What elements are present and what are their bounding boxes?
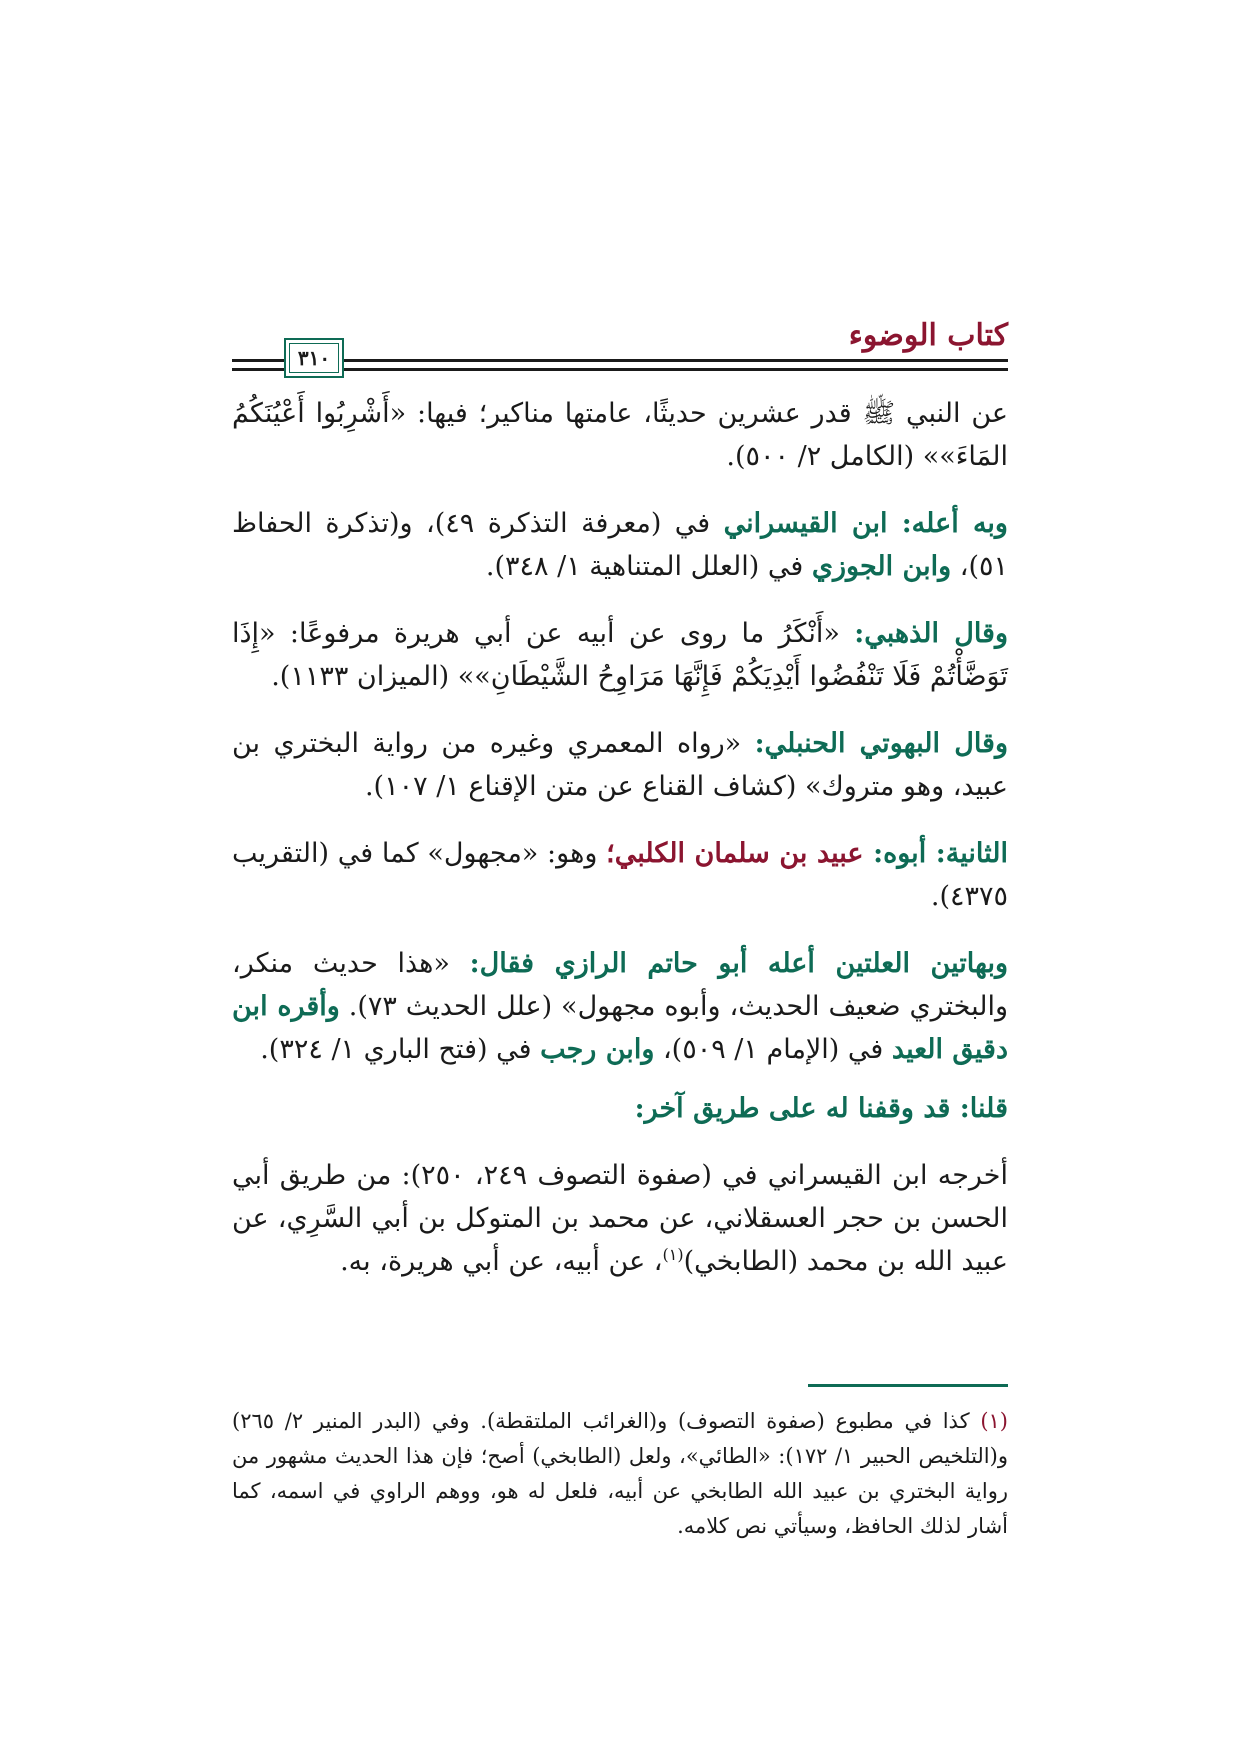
footnote-separator <box>808 1384 1008 1387</box>
section-label: قلنا: قد وقفنا له على طريق آخر: <box>634 1093 1008 1124</box>
paragraph-text: في (الإمام ١/ ٥٠٩)، <box>654 1034 892 1065</box>
scholar-label: وقال البهوتي الحنبلي: <box>754 728 1008 759</box>
scholar-label: وبهاتين العلتين أعله أبو حاتم الرازي فقال: <box>469 948 1008 979</box>
book-title: كتاب الوضوء <box>848 318 1008 353</box>
scholar-label: وأقره ابن دقيق العيد <box>232 991 1008 1065</box>
paragraph-text: «أَنْكَرُ ما روى عن أبيه عن أبي هريرة مرفوعًا: «إِذَا تَوَضَّأْتُمْ فَلَا تَنْفُضُوا أَيْدِيَكُمْ فَإِنَّهَا مَرَاوِحُ الشَّيْطَانِ»» (الميزان ١١٣٣). <box>232 618 1008 692</box>
narrator-name: عبيد بن سلمان الكلبي؛ <box>606 838 874 869</box>
page-number: ٣١٠ <box>297 346 331 370</box>
paragraph-3 <box>232 612 1008 698</box>
footnote-ref[interactable]: (١) <box>662 1245 684 1264</box>
footnote-number: (١) <box>980 1409 1008 1433</box>
scholar-label: وابن رجب <box>540 1034 655 1065</box>
paragraph-7 <box>232 1087 1008 1130</box>
main-text <box>232 392 1008 1299</box>
page-header <box>232 318 1008 380</box>
paragraph-1: عن النبي ﷺ قدر عشرين حديثًا، عامتها مناكير؛ فيها: «أَشْرِبُوا أَعْيُنَكُمُ المَاءَ»» (الكامل ٢/ ٥٠٠). <box>232 398 1008 472</box>
header-rule-top <box>232 359 1008 362</box>
page-number-badge <box>284 338 344 378</box>
paragraph-8 <box>232 1154 1008 1283</box>
footnotes <box>232 1404 1008 1544</box>
paragraph-5 <box>232 832 1008 918</box>
paragraph-2 <box>232 502 1008 588</box>
paragraph-6 <box>232 942 1008 1071</box>
paragraph-text: في (فتح الباري ١/ ٣٢٤). <box>260 1034 541 1065</box>
paragraph-text: في (معرفة التذكرة ٤٩)، و(تذكرة الحفاظ ٥١)، <box>232 508 1008 582</box>
footnote-1 <box>232 1404 1008 1544</box>
paragraph-text: في (العلل المتناهية ١/ ٣٤٨). <box>485 551 812 582</box>
paragraph-text: وهو: «مجهول» كما في (التقريب ٤٣٧٥). <box>232 838 1008 912</box>
paragraph-4 <box>232 722 1008 808</box>
paragraph-text: أخرجه ابن القيسراني في (صفوة التصوف ٢٤٩، ٢٥٠): من طريق أبي الحسن بن حجر العسقلاني، عن محمد بن المتوكل بن أبي السَّرِي، عن عبيد الله بن محمد (الطابخي) <box>232 1160 1008 1277</box>
header-rule-bottom <box>232 368 1008 371</box>
paragraph-text: ، عن أبيه، عن أبي هريرة، به. <box>340 1246 663 1277</box>
section-label: الثانية: أبوه: <box>873 838 1008 869</box>
paragraph-text: «رواه المعمري وغيره من رواية البختري بن عبيد، وهو متروك» (كشاف القناع عن متن الإقناع ١/ ١٠٧). <box>232 728 1008 802</box>
scholar-label: وبه أعله: ابن القيسراني <box>723 508 1008 539</box>
footnote-text: كذا في مطبوع (صفوة التصوف) و(الغرائب الملتقطة). وفي (البدر المنير ٢/ ٢٦٥) و(التلخيص الحبير ١/ ١٧٢): «الطائي»، ولعل (الطابخي) أصح؛ فإن هذا الحديث مشهور من رواية البختري بن عبيد الله الطابخي عن أبيه، فلعل له هو، ووهم الراوي في اسمه، كما أشار لذلك الحافظ، وسيأتي نص كلامه. <box>232 1409 1008 1538</box>
scholar-label: وقال الذهبي: <box>854 618 1008 649</box>
paragraph-text: «هذا حديث منكر، والبختري ضعيف الحديث، وأبوه مجهول» (علل الحديث ٧٣). <box>232 948 1008 1022</box>
scholar-label: وابن الجوزي <box>811 551 952 582</box>
